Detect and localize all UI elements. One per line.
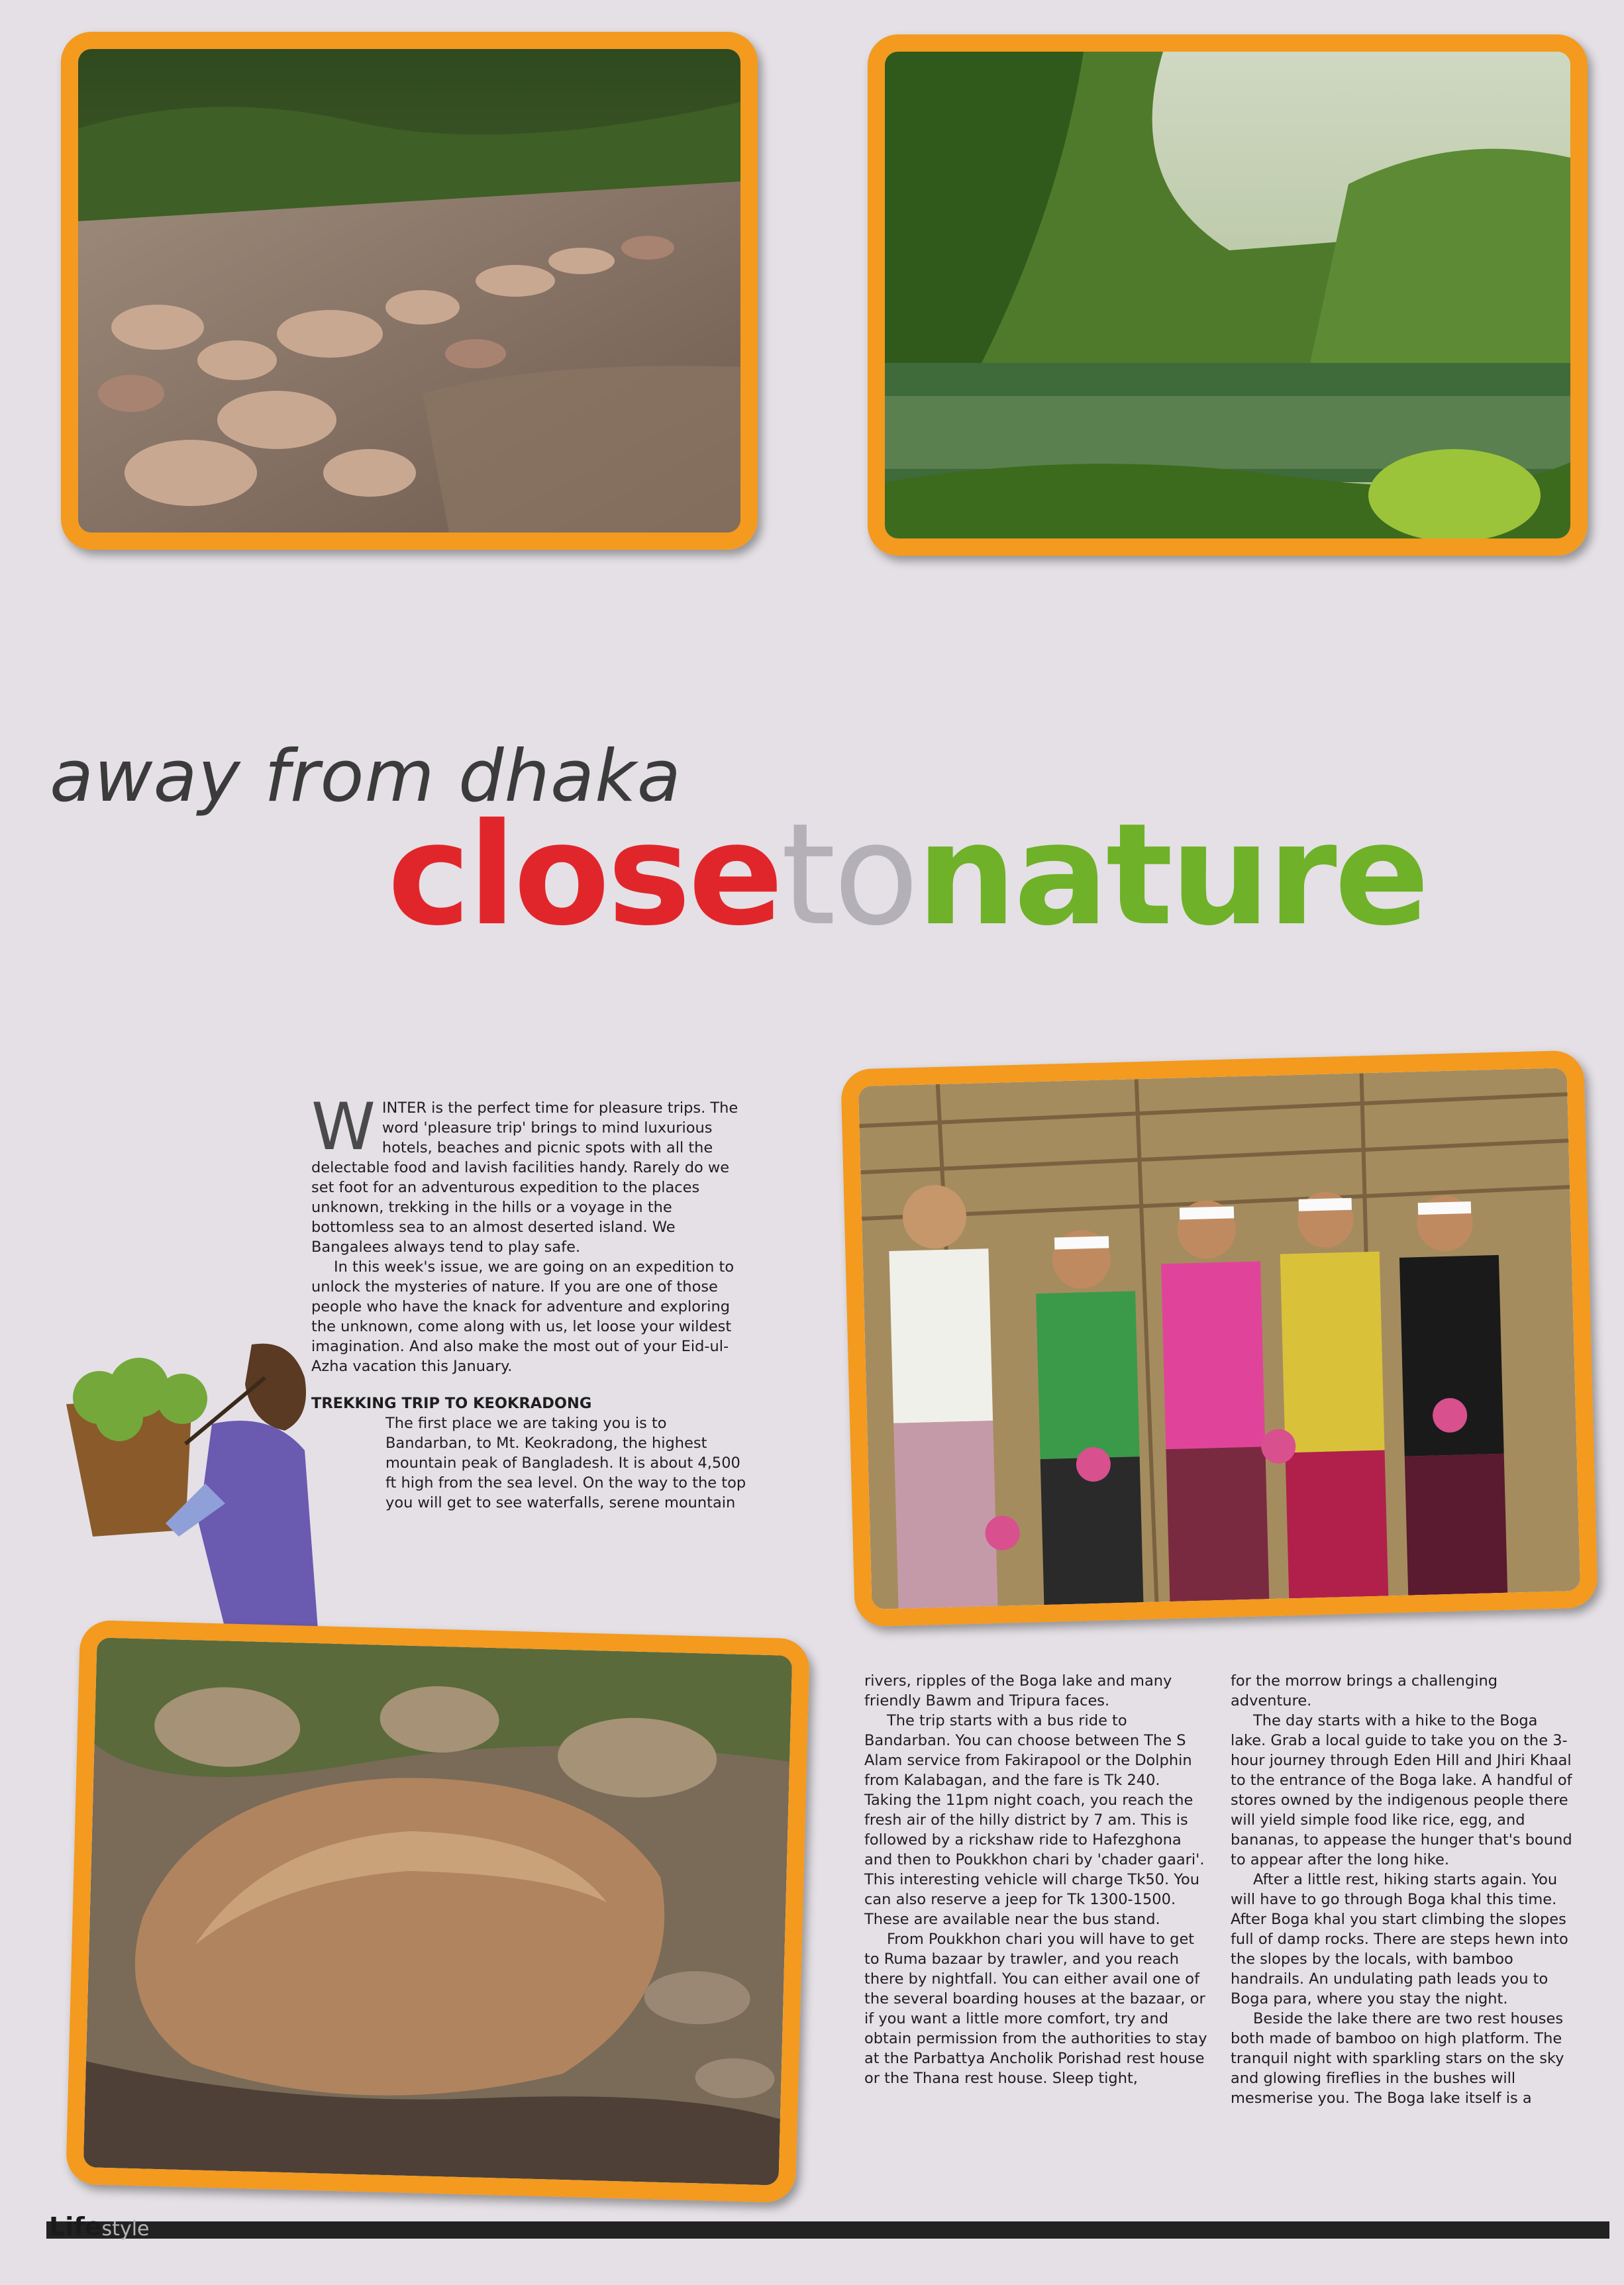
col2-paragraph-1: rivers, ripples of the Boga lake and many friendly Bawm and Tripura faces. bbox=[864, 1672, 1172, 1709]
boga-lake-photo bbox=[868, 34, 1588, 556]
footer-brand-style: style bbox=[101, 2217, 150, 2241]
intro-paragraph-2: In this week's issue, we are going on an expedition to unlock the mysteries of nature. If you are one of those people who have the knack for adventure and exploring the unknown, come along with us, let loose your wildest imagination. And also make the most out of your Eid-ul-Azha vacation this January. bbox=[311, 1258, 735, 1375]
col3-paragraph-4: Beside the lake there are two rest houses both made of bamboo on high platform. The tranquil night with sparkling stars on the sky and glowing fireflies in the bushes will mesmerise you. The Boga lake itself is a bbox=[1231, 2010, 1564, 2107]
boulder-stream-photo bbox=[66, 1620, 810, 2204]
col3-paragraph-1: for the morrow brings a challenging adventure. bbox=[1231, 1672, 1498, 1709]
article-column-3 bbox=[1231, 1671, 1575, 2108]
headline-to: to bbox=[780, 793, 917, 956]
rocky-river-photo bbox=[61, 32, 758, 550]
drop-cap: W bbox=[311, 1090, 376, 1165]
headline-close: close bbox=[387, 793, 781, 956]
boulder-photo-icon bbox=[83, 1637, 793, 2185]
people-photo-icon bbox=[858, 1068, 1580, 1609]
section-subhead: TREKKING TRIP TO KEOKRADONG bbox=[311, 1395, 592, 1412]
col3-paragraph-3: After a little rest, hiking starts again. You will have to go through Boga khal this time. After Boga khal you start climbing the slopes full of damp rocks. There are steps hewn into the slopes by the locals, with bamboo handrails. An undulating path leads you to Boga para, where you stay the night. bbox=[1231, 1871, 1568, 2007]
col2-paragraph-3: From Poukkhon chari you will have to get to Ruma bazaar by trawler, and you reach there by nightfall. You can either avail one of the several boarding houses at the bazaar, or if you want a little more comfort, try and obtain permission from the authorities to stay at the Parbattya Ancholik Porishad rest house or the Thana rest house. Sleep tight, bbox=[864, 1931, 1207, 2087]
intro-paragraph-1: INTER is the perfect time for pleasure trips. The word 'pleasure trip' brings to mind luxurious hotels, beaches and picnic spots with all the delectable food and lavish facilities handy. Rarely do we set foot for an adventurous expedition to the places unknown, trekking in the hills or a voyage in the bottomless sea to an almost deserted island. We Bangalees always tend to play safe. bbox=[311, 1099, 738, 1256]
col2-paragraph-2: The trip starts with a bus ride to Bandarban. You can choose between The S Alam service from Fakirapool or the Dolphin from Kalabagan, and the fare is Tk 240. Taking the 11pm night coach, you reach the fresh air of the hilly district by 7 am. This is followed by a rickshaw ride to Hafezghona and then to Poukkhon chari by 'chader gaari'. This interesting vehicle will charge Tk50. You can also reserve a jeep for Tk 1300-1500. These are available near the bus stand. bbox=[864, 1712, 1205, 1928]
porter-figure-icon bbox=[53, 1325, 331, 1636]
headline-nature: nature bbox=[916, 793, 1427, 956]
footer-bar bbox=[46, 2221, 1609, 2239]
keokradong-paragraph: The first place we are taking you is to Bandarban, to Mt. Keokradong, the highest mountain peak of Bangladesh. It is about 4,500 ft high from the sea level. On the way to the top you will get to see waterfalls, serene mountain bbox=[385, 1415, 746, 1511]
river-photo-icon bbox=[78, 49, 740, 533]
headline bbox=[387, 793, 1427, 956]
article-column-2 bbox=[864, 1671, 1212, 2088]
tribal-girls-photo bbox=[840, 1050, 1598, 1627]
porter-with-basket-photo bbox=[53, 1325, 331, 1636]
footer-brand-life: Life bbox=[49, 2212, 102, 2241]
footer-brand bbox=[49, 2212, 150, 2241]
col3-paragraph-2: The day starts with a hike to the Boga lake. Grab a local guide to take you on the 3-hour journey through Eden Hill and Jhiri Khaal to the entrance of the Boga lake. A handful of stores owned by the indigenous people there will yield simple food like rice, egg, and bananas, to appease the hunger that's bound to appear after the long hike. bbox=[1231, 1712, 1572, 1868]
article-column-1 bbox=[311, 1090, 748, 1513]
section-kicker: away from dhaka bbox=[50, 735, 682, 818]
lake-photo-icon bbox=[885, 52, 1570, 538]
